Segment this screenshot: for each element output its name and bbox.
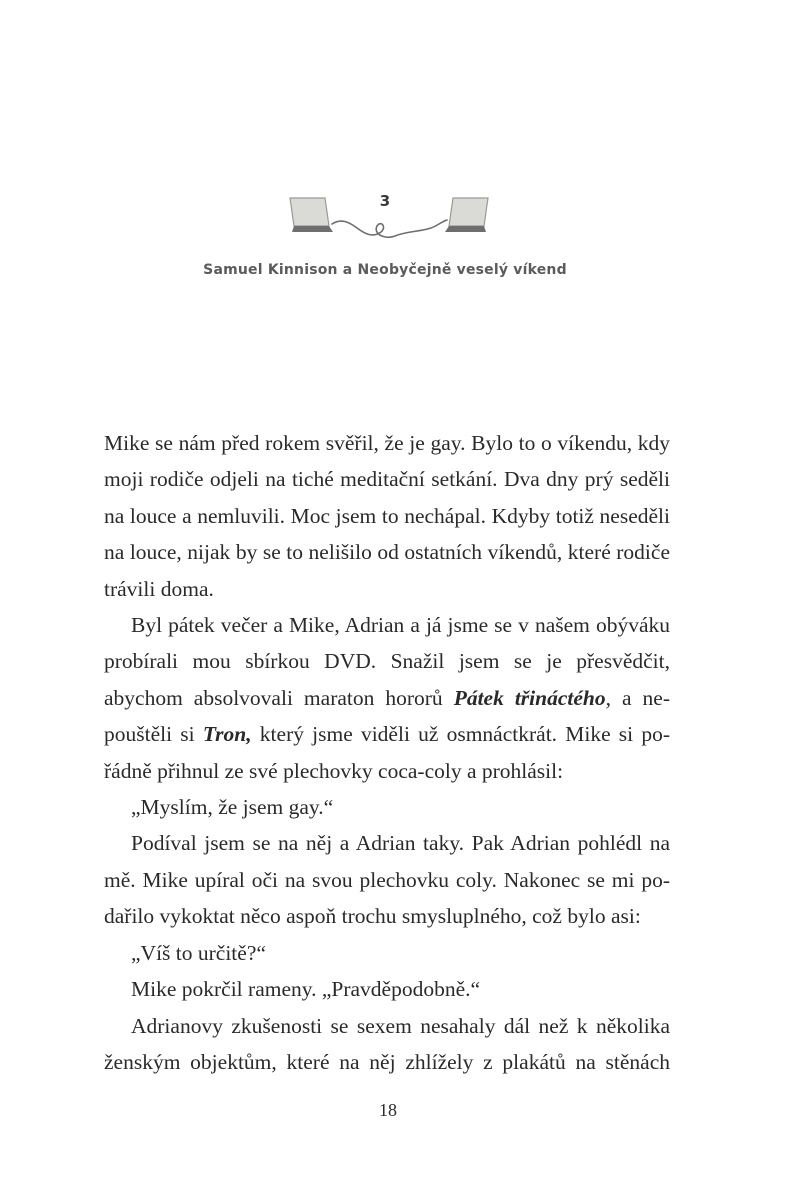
page-number: 18 <box>379 1100 397 1120</box>
paragraph: „Myslím, že jsem gay.“ <box>131 795 334 820</box>
title-italic: Tron, <box>202 722 252 747</box>
cable <box>332 220 447 237</box>
paragraph: Byl pátek večer a Mike, Adrian a já jsme se v našem obýváku probírali mou sbírkou DVD. Snažil jsem se je přesvědčit, abychom absolvovali maraton hororů Pátek třináctého, a nepouštěli si Tron, který jsme viděli už osmnáctkrát. Mike si pořádně přihnul ze své plechovky coca-coly a prohlásil: <box>104 613 671 783</box>
paragraph: Mike pokrčil rameny. „Pravděpodobně.“ <box>131 977 481 1002</box>
title-italic: Pátek třináctého <box>453 685 606 710</box>
paragraph: Podíval jsem se na něj a Adrian taky. Pak Adrian pohlédl na mě. Mike upíral oči na svou plechovku coly. Nakonec se mi podařilo vykoktat něco aspoň trochu smysluplného, což bylo asi: <box>104 831 670 929</box>
chapter-title: Samuel Kinnison a Neobyčejně veselý víkend <box>203 262 567 278</box>
paragraph: Adrianovy zkušenosti se sexem nesahaly dál než k několika ženským objektům, které na něj zhlížely z plakátů na stěnách <box>104 1013 670 1074</box>
chapter-heading <box>0 180 785 290</box>
chapter-number: 3 <box>379 192 391 210</box>
body-text <box>104 425 670 1080</box>
paragraph: „Víš to určitě?“ <box>131 940 266 965</box>
paragraph: Mike se nám před rokem svěřil, že je gay. Bylo to o víkendu, kdy moji rodiče odjeli na tiché meditační setkání. Dva dny prý seděli na louce a nemluvili. Moc jsem to nechápal. Kdyby totiž neseděli na louce, nijak by se to nelišilo od ostatních víkendů, které rodiče trávili doma. <box>104 431 670 601</box>
